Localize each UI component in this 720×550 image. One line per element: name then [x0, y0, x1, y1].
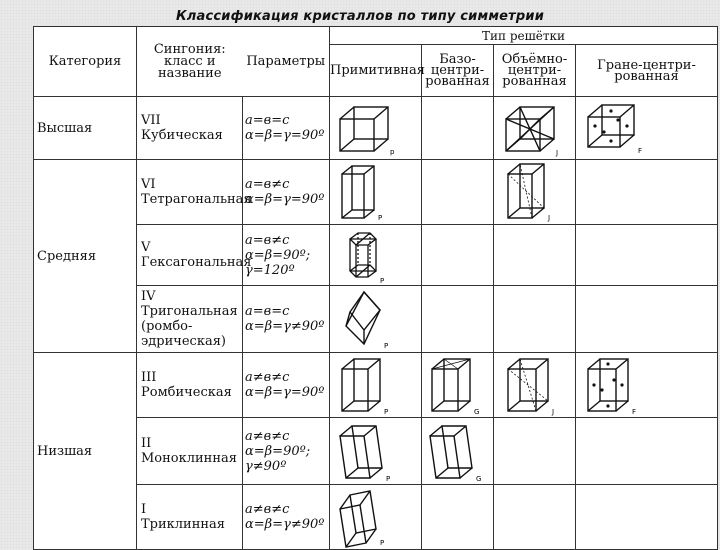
lattice-tetragonal-primitive: [330, 160, 422, 225]
syngony-trigonal: [137, 286, 243, 353]
lattice-orthorhombic-body: [494, 353, 576, 418]
lattice-trigonal-base: [422, 286, 494, 353]
crystal-rhombohedral-icon: [330, 286, 422, 352]
syngony-name: Тригональная (ромбо-эдрическая): [141, 304, 238, 349]
header-syngony: Сингония: класс и название: [137, 27, 243, 97]
crystal-orthorhombic-primitive-icon: [330, 353, 422, 417]
lattice-letter: G: [476, 475, 482, 483]
syngony-name: Моноклинная: [141, 451, 237, 466]
crystal-cube-face-centered-icon: [576, 97, 656, 159]
lattice-letter: P: [380, 277, 385, 285]
crystal-classification-table: [33, 26, 718, 550]
syngony-hexagonal: [137, 225, 252, 286]
crystal-cube-primitive-icon: [330, 97, 422, 159]
category-low: Низшая: [34, 353, 137, 550]
syngony-name: Гексагональная: [141, 255, 252, 270]
lattice-letter: P: [378, 214, 383, 222]
syngony-name: Тетрагональная: [141, 192, 252, 207]
syngony-name: Ромбическая: [141, 385, 232, 400]
crystal-orthorhombic-body-centered-icon: [494, 353, 576, 417]
param-line: a=в=с: [245, 113, 290, 128]
param-line: α=β=γ=90º: [245, 128, 325, 143]
syngony-name: Кубическая: [141, 128, 223, 143]
param-line: α=β=90º;: [245, 247, 311, 263]
lattice-letter: F: [632, 408, 637, 416]
lattice-tetragonal-body: [494, 160, 576, 225]
params-orthorhombic: [243, 353, 330, 418]
category-high: Высшая: [34, 97, 137, 160]
header-body-centered: Объёмно-центри-рованная: [494, 45, 576, 97]
category-middle: Средняя: [34, 160, 137, 353]
header-primitive: Примитивная: [330, 45, 422, 97]
params-tetragonal: [243, 160, 330, 225]
lattice-letter: F: [638, 147, 643, 155]
crystal-monoclinic-base-centered-icon: [422, 418, 494, 484]
crystal-monoclinic-primitive-icon: [330, 418, 422, 484]
param-line: γ=120º: [245, 262, 295, 278]
lattice-letter: p: [390, 148, 395, 156]
param-line: α=β=γ=90º: [245, 192, 325, 207]
lattice-cubic-base: [422, 97, 494, 160]
syngony-num: VII: [141, 113, 161, 128]
lattice-monoclinic-body: [494, 418, 576, 485]
lattice-letter: P: [384, 342, 389, 350]
lattice-letter: P: [386, 475, 391, 483]
lattice-monoclinic-face: [576, 418, 718, 485]
lattice-trigonal-body: [494, 286, 576, 353]
param-line: α=β=90º;: [245, 443, 311, 459]
param-line: α=β=γ≠90º: [245, 319, 325, 334]
param-line: a=в≠с: [245, 177, 290, 192]
crystal-orthorhombic-face-centered-icon: [576, 353, 656, 417]
lattice-cubic-body: [494, 97, 576, 160]
syngony-num: VI: [141, 177, 156, 192]
syngony-monoclinic: [137, 418, 243, 485]
syngony-num: IV: [141, 289, 156, 304]
lattice-orthorhombic-face: [576, 353, 718, 418]
header-lattice-type: Тип решётки: [330, 27, 718, 45]
syngony-cubic: [137, 97, 243, 160]
param-line: α=β=γ=90º: [245, 385, 325, 400]
syngony-num: V: [141, 240, 151, 255]
lattice-monoclinic-base: [422, 418, 494, 485]
param-line: a≠в≠с: [245, 370, 290, 385]
crystal-orthorhombic-base-centered-icon: [422, 353, 494, 417]
lattice-tetragonal-base: [422, 160, 494, 225]
header-category: Категория: [34, 27, 137, 97]
crystal-tetragonal-primitive-icon: [330, 160, 422, 224]
lattice-trigonal-face: [576, 286, 718, 353]
param-line: a=в≠с: [245, 232, 290, 248]
lattice-tetragonal-face: [576, 160, 718, 225]
param-line: γ≠90º: [245, 458, 287, 474]
lattice-letter: P: [384, 408, 389, 416]
lattice-hexagonal-base: [422, 225, 494, 286]
param-line: a≠в≠с: [245, 502, 290, 517]
syngony-num: II: [141, 436, 152, 451]
param-line: a≠в≠с: [245, 428, 290, 444]
lattice-cubic-primitive: [330, 97, 422, 160]
syngony-name: Триклинная: [141, 517, 225, 532]
lattice-letter: P: [380, 539, 385, 547]
param-line: a=в=с: [245, 304, 290, 319]
header-params: Параметры: [243, 27, 330, 97]
lattice-orthorhombic-base: [422, 353, 494, 418]
lattice-letter: J: [556, 149, 559, 157]
lattice-letter: G: [474, 408, 480, 416]
lattice-monoclinic-primitive: [330, 418, 422, 485]
params-hexagonal: [243, 225, 330, 286]
syngony-orthorhombic: [137, 353, 243, 418]
page-title: Классификация кристаллов по типу симметрии: [175, 9, 545, 24]
header-face-centered: Гране-центри-рованная: [576, 45, 718, 97]
lattice-letter: J: [548, 214, 551, 222]
lattice-hexagonal-primitive: [330, 225, 422, 286]
lattice-letter: J: [552, 408, 555, 416]
syngony-tetragonal: [137, 160, 252, 225]
syngony-num: I: [141, 502, 147, 517]
crystal-triclinic-primitive-icon: [330, 485, 422, 549]
crystal-tetragonal-body-centered-icon: [494, 160, 576, 224]
crystal-cube-body-centered-icon: [494, 97, 576, 159]
params-cubic: [243, 97, 330, 160]
lattice-hexagonal-body: [494, 225, 576, 286]
crystal-hexagonal-prism-icon: [330, 225, 422, 285]
lattice-trigonal-primitive: [330, 286, 422, 353]
params-trigonal: [243, 286, 330, 353]
header-base-centered: Базо-центри-рованная: [422, 45, 494, 97]
lattice-hexagonal-face: [576, 225, 718, 286]
lattice-cubic-face: [576, 97, 718, 160]
params-monoclinic: [243, 418, 330, 485]
syngony-num: III: [141, 370, 157, 385]
param-line: α=β=γ≠90º: [245, 517, 325, 532]
lattice-orthorhombic-primitive: [330, 353, 422, 418]
